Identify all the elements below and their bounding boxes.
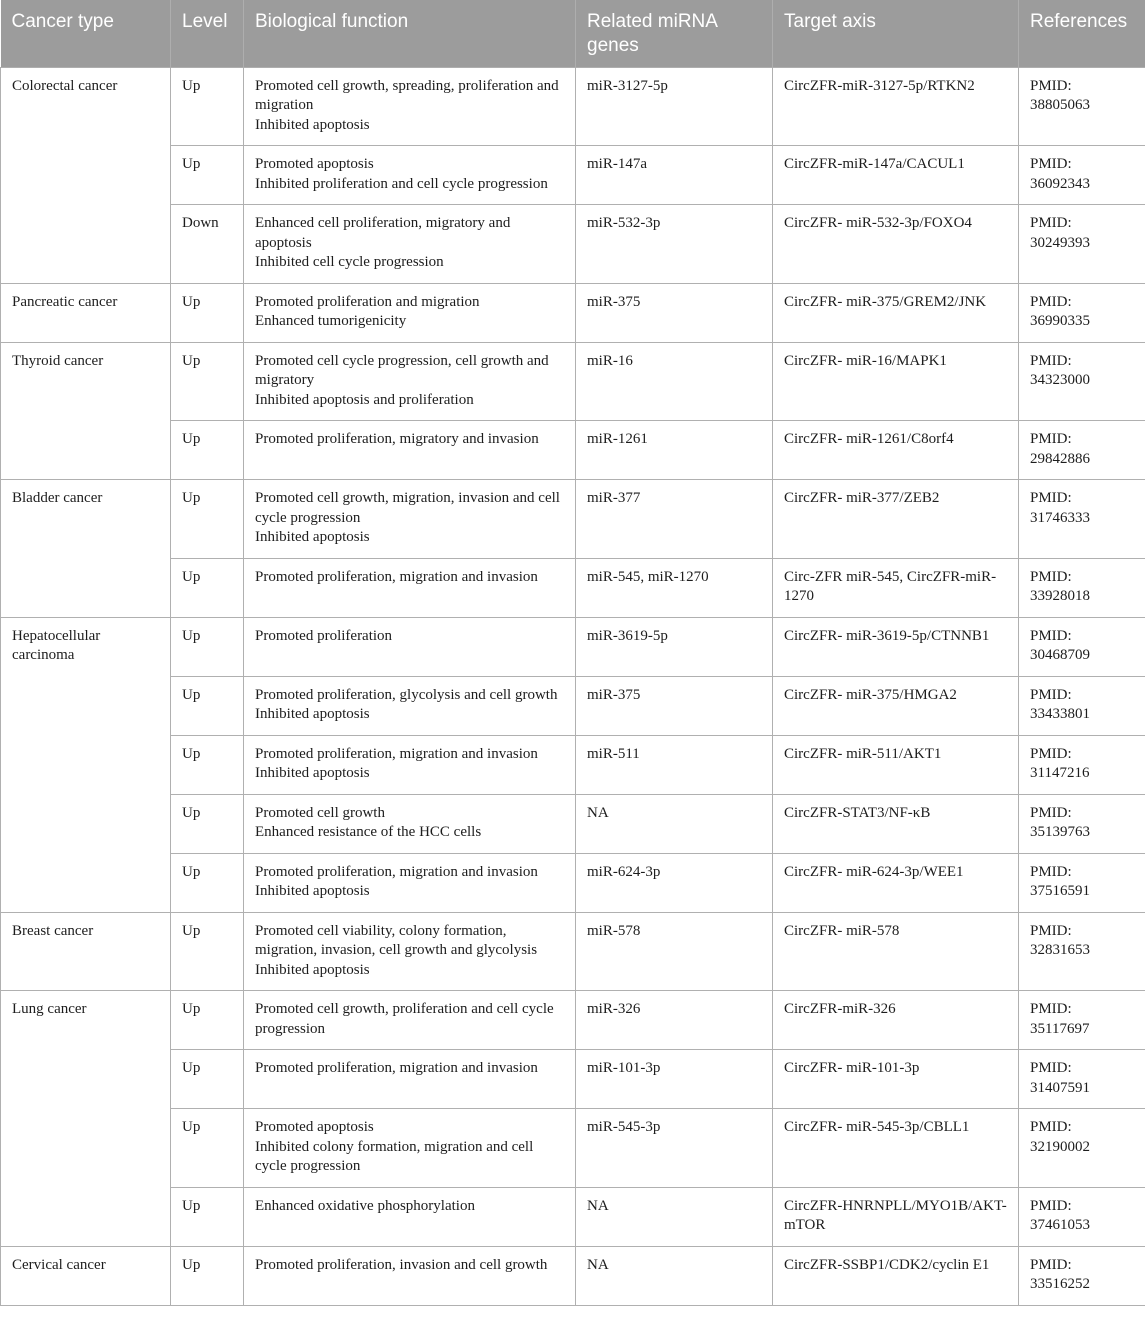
reference-cell-line: 30468709: [1030, 647, 1090, 663]
reference-cell-line: 33516252: [1030, 1276, 1090, 1292]
column-header-level: Level: [171, 0, 244, 67]
reference-cell-line: 31147216: [1030, 765, 1090, 781]
biological-function-cell-line: Enhanced resistance of the HCC cells: [255, 824, 482, 840]
column-header-cancer-type: Cancer type: [1, 0, 171, 67]
related-mirna-genes-cell: NA: [576, 794, 773, 853]
reference-cell-line: 37461053: [1030, 1217, 1090, 1233]
biological-function-cell: [244, 735, 576, 794]
table-body: [1, 67, 1145, 1305]
related-mirna-genes-cell: miR-375: [576, 676, 773, 735]
related-mirna-genes-cell: miR-147a: [576, 146, 773, 205]
related-mirna-genes-cell: miR-624-3p: [576, 853, 773, 912]
reference-cell-line: PMID:: [1030, 627, 1072, 644]
level-cell: Up: [171, 480, 244, 559]
biological-function-cell: [244, 558, 576, 617]
reference-cell-line: 35117697: [1030, 1020, 1090, 1037]
header-row: [1, 0, 1145, 67]
target-axis-cell: CircZFR- miR-624-3p/WEE1: [773, 853, 1019, 912]
reference-cell: [1019, 558, 1145, 617]
reference-cell: [1019, 735, 1145, 794]
biological-function-cell-line: Enhanced cell proliferation, migratory and apoptosis: [255, 215, 511, 251]
biological-function-cell-line: Promoted apoptosis: [255, 156, 374, 172]
target-axis-cell: CircZFR- miR-377/ZEB2: [773, 480, 1019, 559]
table-row: [1, 1109, 1145, 1188]
level-cell: Up: [171, 735, 244, 794]
reference-cell-line: PMID:: [1030, 1256, 1072, 1273]
reference-cell: [1019, 1050, 1145, 1109]
reference-cell: [1019, 67, 1145, 146]
biological-function-cell: [244, 342, 576, 421]
table-row: [1, 676, 1145, 735]
related-mirna-genes-cell: miR-101-3p: [576, 1050, 773, 1109]
reference-cell: [1019, 676, 1145, 735]
reference-cell-line: PMID:: [1030, 490, 1072, 506]
biological-function-cell-line: Promoted proliferation, migration and invasion: [255, 1060, 538, 1076]
biological-function-cell-line: Inhibited apoptosis: [255, 961, 370, 978]
table-row: [1, 617, 1145, 676]
cancer-type-cell: Hepatocellular carcinoma: [1, 617, 171, 912]
biological-function-cell-line: Inhibited apoptosis and proliferation: [255, 391, 474, 408]
reference-cell: [1019, 1246, 1145, 1305]
biological-function-cell-line: Inhibited colony formation, migration and cell cycle progression: [255, 1138, 534, 1174]
biological-function-cell-line: Promoted proliferation, invasion and cell growth: [255, 1256, 548, 1273]
reference-cell-line: 38805063: [1030, 97, 1090, 113]
biological-function-cell-line: Promoted proliferation, migration and invasion: [255, 568, 538, 585]
table-row: [1, 853, 1145, 912]
related-mirna-genes-cell: miR-16: [576, 342, 773, 421]
reference-cell-line: PMID:: [1030, 352, 1072, 369]
biological-function-cell: [244, 480, 576, 559]
reference-cell-line: PMID:: [1030, 156, 1072, 172]
biological-function-cell-line: Promoted cell growth, spreading, proliferation and migration: [255, 77, 559, 113]
target-axis-cell: CircZFR-HNRNPLL/MYO1B/AKT-mTOR: [773, 1187, 1019, 1246]
reference-cell-line: PMID:: [1030, 215, 1072, 231]
table-row: [1, 1187, 1145, 1246]
reference-cell-line: PMID:: [1030, 745, 1072, 762]
level-cell: Up: [171, 794, 244, 853]
cancer-type-cell: Colorectal cancer: [1, 67, 171, 283]
related-mirna-genes-cell: miR-3619-5p: [576, 617, 773, 676]
biological-function-cell: [244, 67, 576, 146]
reference-cell: [1019, 480, 1145, 559]
biological-function-cell-line: Promoted cell growth: [255, 804, 385, 821]
biological-function-cell-line: Inhibited apoptosis: [255, 706, 370, 722]
table-row: [1, 146, 1145, 205]
reference-cell-line: 31407591: [1030, 1079, 1090, 1096]
cancer-type-cell: Lung cancer: [1, 991, 171, 1247]
biological-function-cell-line: Promoted proliferation, glycolysis and cell growth: [255, 686, 558, 703]
level-cell: Up: [171, 558, 244, 617]
level-cell: Down: [171, 205, 244, 284]
target-axis-cell: CircZFR- miR-1261/C8orf4: [773, 421, 1019, 480]
biological-function-cell-line: Promoted proliferation, migratory and invasion: [255, 431, 539, 447]
reference-cell-line: PMID:: [1030, 1119, 1072, 1135]
column-header-references: References: [1019, 0, 1145, 67]
target-axis-cell: CircZFR- miR-3619-5p/CTNNB1: [773, 617, 1019, 676]
level-cell: Up: [171, 1109, 244, 1188]
related-mirna-genes-cell: miR-511: [576, 735, 773, 794]
biological-function-cell-line: Promoted proliferation, migration and invasion: [255, 863, 538, 880]
reference-cell-line: 33433801: [1030, 706, 1090, 722]
biological-function-cell-line: Promoted apoptosis: [255, 1119, 374, 1135]
table-row: [1, 67, 1145, 146]
target-axis-cell: CircZFR-SSBP1/CDK2/cyclin E1: [773, 1246, 1019, 1305]
reference-cell: [1019, 283, 1145, 342]
biological-function-cell: [244, 1246, 576, 1305]
reference-cell: [1019, 421, 1145, 480]
biological-function-cell-line: Enhanced tumorigenicity: [255, 313, 407, 329]
reference-cell-line: 29842886: [1030, 450, 1090, 467]
reference-cell-line: 36092343: [1030, 175, 1090, 192]
reference-cell-line: 33928018: [1030, 588, 1090, 604]
biological-function-cell: [244, 794, 576, 853]
reference-cell-line: 34323000: [1030, 372, 1090, 388]
level-cell: Up: [171, 1050, 244, 1109]
cancer-type-cell: Breast cancer: [1, 912, 171, 991]
biological-function-cell-line: Inhibited cell cycle progression: [255, 254, 444, 270]
target-axis-cell: CircZFR- miR-532-3p/FOXO4: [773, 205, 1019, 284]
level-cell: Up: [171, 617, 244, 676]
reference-cell: [1019, 1187, 1145, 1246]
biological-function-cell-line: Promoted proliferation and migration: [255, 293, 480, 310]
reference-cell-line: 35139763: [1030, 824, 1090, 840]
related-mirna-genes-cell: miR-545-3p: [576, 1109, 773, 1188]
reference-cell-line: 37516591: [1030, 883, 1090, 899]
cancer-type-cell: Cervical cancer: [1, 1246, 171, 1305]
column-header-target-axis: Target axis: [773, 0, 1019, 67]
column-header-biological-function: Biological function: [244, 0, 576, 67]
level-cell: Up: [171, 991, 244, 1050]
table-row: [1, 205, 1145, 284]
level-cell: Up: [171, 146, 244, 205]
reference-cell-line: PMID:: [1030, 568, 1072, 585]
level-cell: Up: [171, 1246, 244, 1305]
cancer-type-cell: Thyroid cancer: [1, 342, 171, 480]
target-axis-cell: CircZFR- miR-375/GREM2/JNK: [773, 283, 1019, 342]
table-row: [1, 912, 1145, 991]
biological-function-cell: [244, 1187, 576, 1246]
related-mirna-genes-cell: miR-3127-5p: [576, 67, 773, 146]
level-cell: Up: [171, 283, 244, 342]
reference-cell-line: PMID:: [1030, 77, 1072, 94]
reference-cell-line: 30249393: [1030, 234, 1090, 251]
biological-function-cell: [244, 912, 576, 991]
biological-function-cell-line: Promoted cell growth, proliferation and cell cycle progression: [255, 1001, 554, 1037]
biological-function-cell: [244, 617, 576, 676]
reference-cell-line: PMID:: [1030, 686, 1072, 703]
reference-cell-line: PMID:: [1030, 1001, 1072, 1017]
biological-function-cell-line: Promoted cell viability, colony formation, migration, invasion, cell growth and glycolysis: [255, 922, 538, 958]
cancer-type-cell: Pancreatic cancer: [1, 283, 171, 342]
related-mirna-genes-cell: miR-545, miR-1270: [576, 558, 773, 617]
reference-cell: [1019, 912, 1145, 991]
related-mirna-genes-cell: miR-377: [576, 480, 773, 559]
reference-cell-line: PMID:: [1030, 922, 1072, 939]
related-mirna-genes-cell: miR-326: [576, 991, 773, 1050]
reference-cell-line: PMID:: [1030, 293, 1072, 310]
level-cell: Up: [171, 67, 244, 146]
table-row: [1, 558, 1145, 617]
reference-cell: [1019, 853, 1145, 912]
reference-cell-line: PMID:: [1030, 1197, 1072, 1214]
related-mirna-genes-cell: miR-532-3p: [576, 205, 773, 284]
reference-cell-line: PMID:: [1030, 863, 1072, 880]
biological-function-cell-line: Inhibited apoptosis: [255, 116, 370, 133]
table-header: [1, 0, 1145, 67]
biological-function-cell-line: Inhibited apoptosis: [255, 765, 370, 781]
biological-function-cell: [244, 421, 576, 480]
target-axis-cell: CircZFR-miR-3127-5p/RTKN2: [773, 67, 1019, 146]
level-cell: Up: [171, 676, 244, 735]
biological-function-cell: [244, 1109, 576, 1188]
biological-function-cell-line: Promoted cell growth, migration, invasion and cell cycle progression: [255, 490, 560, 526]
target-axis-cell: CircZFR- miR-511/AKT1: [773, 735, 1019, 794]
cancer-type-cell: Bladder cancer: [1, 480, 171, 618]
target-axis-cell: Circ-ZFR miR-545, CircZFR-miR-1270: [773, 558, 1019, 617]
target-axis-cell: CircZFR-miR-147a/CACUL1: [773, 146, 1019, 205]
table-row: [1, 991, 1145, 1050]
reference-cell: [1019, 991, 1145, 1050]
reference-cell: [1019, 342, 1145, 421]
reference-cell-line: 32831653: [1030, 942, 1090, 958]
column-header-related-mirna-genes: Related miRNA genes: [576, 0, 773, 67]
target-axis-cell: CircZFR-STAT3/NF-κB: [773, 794, 1019, 853]
related-mirna-genes-cell: miR-578: [576, 912, 773, 991]
biological-function-cell: [244, 853, 576, 912]
reference-cell-line: 36990335: [1030, 313, 1090, 329]
reference-cell-line: PMID:: [1030, 1060, 1072, 1076]
table-row: [1, 342, 1145, 421]
table-row: [1, 735, 1145, 794]
biological-function-cell: [244, 676, 576, 735]
related-mirna-genes-cell: miR-375: [576, 283, 773, 342]
level-cell: Up: [171, 853, 244, 912]
related-mirna-genes-cell: NA: [576, 1246, 773, 1305]
biological-function-cell: [244, 146, 576, 205]
table-row: [1, 794, 1145, 853]
level-cell: Up: [171, 342, 244, 421]
target-axis-cell: CircZFR- miR-578: [773, 912, 1019, 991]
table-row: [1, 480, 1145, 559]
biological-function-cell: [244, 205, 576, 284]
reference-cell-line: 31746333: [1030, 509, 1090, 526]
reference-cell-line: PMID:: [1030, 804, 1072, 821]
biological-function-cell: [244, 991, 576, 1050]
target-axis-cell: CircZFR- miR-101-3p: [773, 1050, 1019, 1109]
related-mirna-genes-cell: NA: [576, 1187, 773, 1246]
level-cell: Up: [171, 912, 244, 991]
target-axis-cell: CircZFR- miR-16/MAPK1: [773, 342, 1019, 421]
table-row: [1, 1246, 1145, 1305]
reference-cell-line: 32190002: [1030, 1138, 1090, 1155]
reference-cell: [1019, 617, 1145, 676]
biological-function-cell: [244, 1050, 576, 1109]
biological-function-cell-line: Inhibited proliferation and cell cycle progression: [255, 175, 548, 192]
reference-cell: [1019, 1109, 1145, 1188]
biological-function-cell-line: Inhibited apoptosis: [255, 883, 370, 899]
target-axis-cell: CircZFR- miR-375/HMGA2: [773, 676, 1019, 735]
reference-cell: [1019, 146, 1145, 205]
biological-function-cell-line: Promoted proliferation, migration and invasion: [255, 745, 538, 762]
biological-function-cell-line: Promoted cell cycle progression, cell growth and migratory: [255, 352, 549, 388]
level-cell: Up: [171, 1187, 244, 1246]
biological-function-cell-line: Inhibited apoptosis: [255, 529, 370, 545]
reference-cell: [1019, 205, 1145, 284]
target-axis-cell: CircZFR-miR-326: [773, 991, 1019, 1050]
target-axis-cell: CircZFR- miR-545-3p/CBLL1: [773, 1109, 1019, 1188]
biological-function-cell-line: Promoted proliferation: [255, 627, 393, 644]
biological-function-cell: [244, 283, 576, 342]
reference-cell: [1019, 794, 1145, 853]
related-mirna-genes-cell: miR-1261: [576, 421, 773, 480]
table-row: [1, 1050, 1145, 1109]
reference-cell-line: PMID:: [1030, 431, 1072, 447]
table-row: [1, 283, 1145, 342]
biological-function-cell-line: Enhanced oxidative phosphorylation: [255, 1197, 475, 1214]
level-cell: Up: [171, 421, 244, 480]
table-row: [1, 421, 1145, 480]
